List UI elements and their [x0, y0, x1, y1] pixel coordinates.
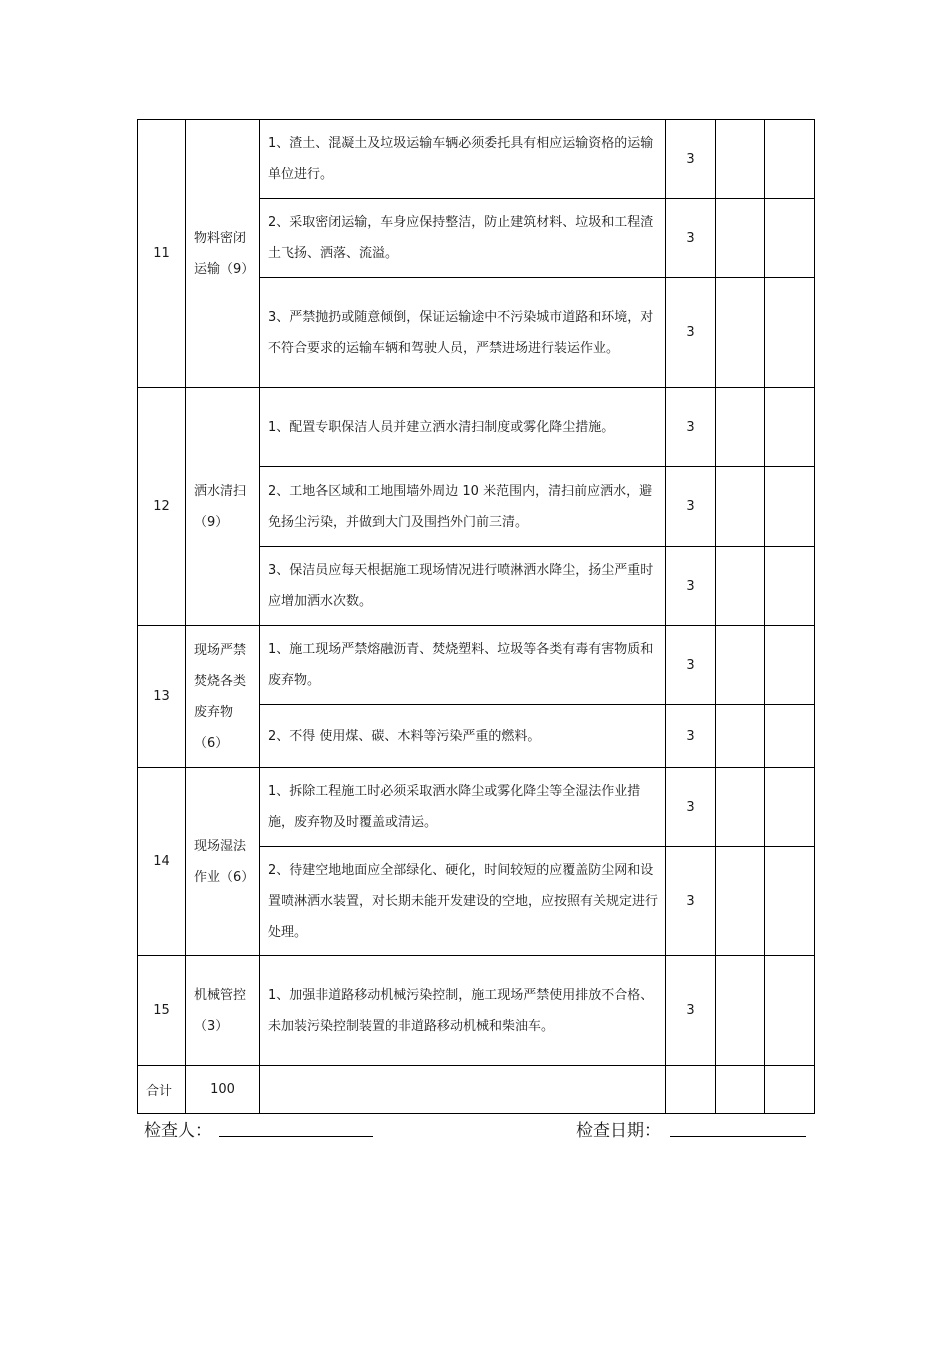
requirement-cell: 2、采取密闭运输，车身应保持整洁，防止建筑材料、垃圾和工程渣土飞扬、洒落、流溢。	[260, 199, 666, 278]
blank-cell	[716, 199, 765, 278]
blank-cell	[765, 705, 815, 768]
score-cell: 3	[666, 467, 716, 547]
table-row	[138, 626, 815, 705]
score-cell: 3	[666, 768, 716, 847]
category-cell: 洒水清扫（9）	[186, 388, 260, 626]
total-row	[138, 1066, 815, 1114]
row-number: 11	[138, 120, 186, 388]
score-cell: 3	[666, 626, 716, 705]
requirement-cell: 1、配置专职保洁人员并建立洒水清扫制度或雾化降尘措施。	[260, 388, 666, 467]
blank-cell	[716, 467, 765, 547]
inspection-date-label: 检查日期：	[576, 1121, 661, 1141]
blank-cell	[260, 1066, 666, 1114]
blank-cell	[765, 1066, 815, 1114]
blank-cell	[716, 626, 765, 705]
score-cell: 3	[666, 956, 716, 1066]
blank-cell	[765, 847, 815, 956]
score-cell: 3	[666, 547, 716, 626]
table-row	[138, 388, 815, 467]
blank-cell	[765, 120, 815, 199]
requirement-cell: 2、不得 使用煤、碳、木料等污染严重的燃料。	[260, 705, 666, 768]
blank-cell	[765, 467, 815, 547]
blank-cell	[765, 547, 815, 626]
blank-cell	[765, 626, 815, 705]
score-cell: 3	[666, 705, 716, 768]
blank-cell	[765, 199, 815, 278]
requirement-cell: 1、加强非道路移动机械污染控制，施工现场严禁使用排放不合格、未加装污染控制装置的非道路移动机械和柴油车。	[260, 956, 666, 1066]
score-cell: 3	[666, 199, 716, 278]
category-cell: 现场严禁焚烧各类废弃物（6）	[186, 626, 260, 768]
requirement-cell: 3、保洁员应每天根据施工现场情况进行喷淋洒水降尘，扬尘严重时应增加洒水次数。	[260, 547, 666, 626]
score-cell: 3	[666, 388, 716, 467]
row-number: 14	[138, 768, 186, 956]
inspector-label: 检查人：	[144, 1121, 212, 1141]
blank-cell	[716, 278, 765, 388]
total-value: 100	[186, 1066, 260, 1114]
blank-cell	[716, 847, 765, 956]
blank-cell	[765, 278, 815, 388]
blank-cell	[716, 768, 765, 847]
blank-cell	[716, 547, 765, 626]
blank-cell	[716, 705, 765, 768]
inspection-date-line[interactable]	[670, 1136, 806, 1137]
requirement-cell: 1、施工现场严禁熔融沥青、焚烧塑料、垃圾等各类有毒有害物质和废弃物。	[260, 626, 666, 705]
blank-cell	[765, 956, 815, 1066]
row-number: 13	[138, 626, 186, 768]
category-cell: 现场湿法作业（6）	[186, 768, 260, 956]
inspection-table	[137, 119, 815, 1114]
category-cell: 机械管控（3）	[186, 956, 260, 1066]
score-cell: 3	[666, 120, 716, 199]
blank-cell	[765, 768, 815, 847]
table-row	[138, 120, 815, 199]
requirement-cell: 2、待建空地地面应全部绿化、硬化，时间较短的应覆盖防尘网和设置喷淋洒水装置，对长期未能开发建设的空地，应按照有关规定进行处理。	[260, 847, 666, 956]
category-cell: 物料密闭运输（9）	[186, 120, 260, 388]
requirement-cell: 1、拆除工程施工时必须采取洒水降尘或雾化降尘等全湿法作业措施，废弃物及时覆盖或清运。	[260, 768, 666, 847]
requirement-cell: 1、渣土、混凝土及垃圾运输车辆必须委托具有相应运输资格的运输单位进行。	[260, 120, 666, 199]
score-cell: 3	[666, 278, 716, 388]
row-number: 12	[138, 388, 186, 626]
requirement-cell: 2、工地各区域和工地围墙外周边 10 米范围内，清扫前应洒水，避免扬尘污染，并做到大门及围挡外门前三清。	[260, 467, 666, 547]
table-row	[138, 768, 815, 847]
table-row	[138, 956, 815, 1066]
blank-cell	[716, 388, 765, 467]
score-cell: 3	[666, 847, 716, 956]
blank-cell	[765, 388, 815, 467]
blank-cell	[716, 1066, 765, 1114]
blank-cell	[716, 120, 765, 199]
blank-cell	[716, 956, 765, 1066]
blank-cell	[666, 1066, 716, 1114]
total-label: 合计	[138, 1066, 186, 1114]
requirement-cell: 3、严禁抛扔或随意倾倒，保证运输途中不污染城市道路和环境，对不符合要求的运输车辆和驾驶人员，严禁进场进行装运作业。	[260, 278, 666, 388]
inspector-signature-line[interactable]	[219, 1136, 373, 1137]
row-number: 15	[138, 956, 186, 1066]
